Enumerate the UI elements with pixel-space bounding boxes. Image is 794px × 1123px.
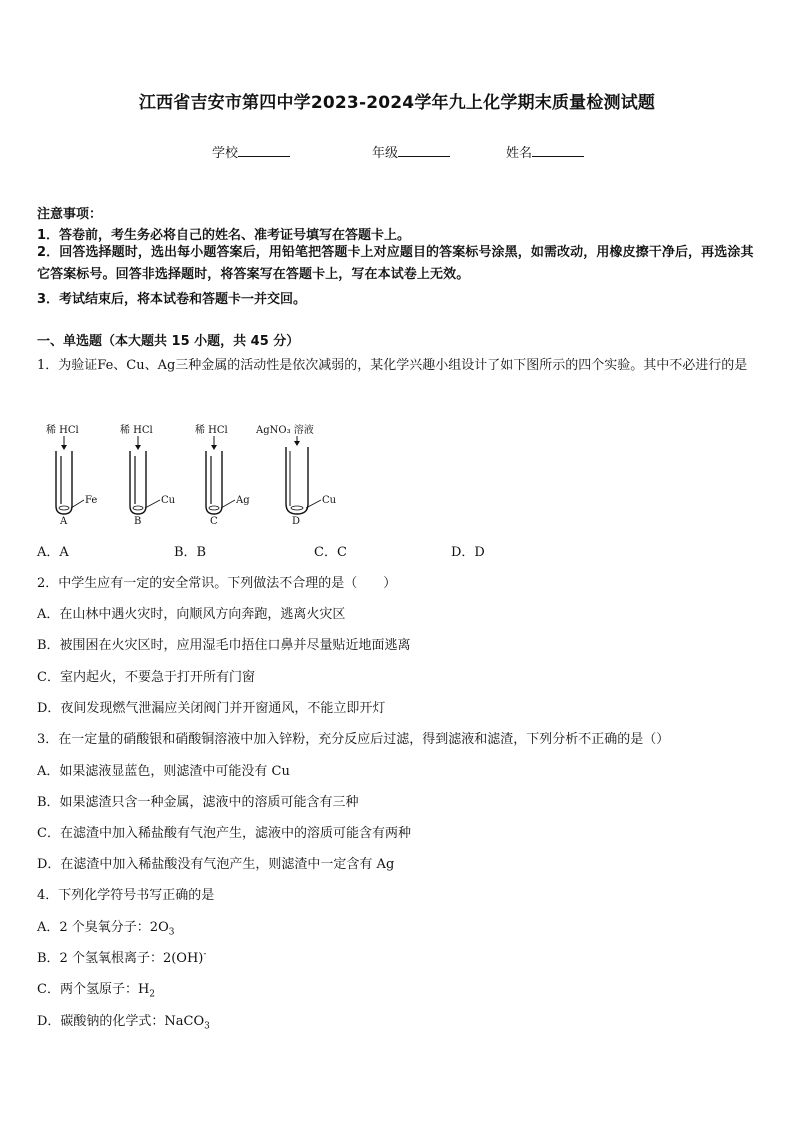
- section-title: 一、单选题（本大题共 15 小题，共 45 分）: [37, 334, 300, 349]
- q4-option-b-text: B．2 个氢氧根离子：2(OH): [37, 951, 204, 966]
- grade-blank[interactable]: [398, 144, 450, 157]
- q4-option-b[interactable]: [37, 947, 206, 966]
- q2-option-b[interactable]: B．被围困在火灾区时，应用湿毛巾捂住口鼻并尽量贴近地面逃离: [37, 638, 411, 653]
- school-label: 学校: [212, 146, 239, 161]
- section-heading: [37, 330, 299, 349]
- q4-option-c[interactable]: [37, 978, 155, 1000]
- tube-c: [195, 423, 250, 527]
- tube-a: [46, 423, 97, 527]
- q1-options: [37, 541, 757, 561]
- q4-option-a-sub: 3: [168, 927, 175, 938]
- tube-c-label: C: [210, 516, 218, 527]
- q3-option-b[interactable]: B．如果滤渣只含一种金属，滤液中的溶质可能含有三种: [37, 795, 359, 810]
- test-tube-figure: [38, 420, 338, 530]
- q4-option-d-sub: 3: [204, 1021, 210, 1032]
- notice-item-3: 3．考试结束后，将本试卷和答题卡一并交回。: [37, 292, 307, 307]
- q2-option-c[interactable]: C．室内起火，不要急于打开所有门窗: [37, 670, 255, 685]
- name-label: 姓名: [506, 146, 533, 161]
- name-blank[interactable]: [532, 144, 584, 157]
- q4-option-c-text: C．两个氢原子：H: [37, 982, 150, 997]
- q1-option-b[interactable]: B．B: [174, 545, 207, 560]
- q4-stem: 4．下列化学符号书写正确的是: [37, 888, 215, 903]
- q4-option-b-sup: -: [203, 949, 207, 960]
- q4-option-a[interactable]: [37, 916, 174, 938]
- q2-stem: 2．中学生应有一定的安全常识。下列做法不合理的是（ ）: [37, 576, 397, 591]
- grade-label: 年级: [372, 146, 399, 161]
- tube-c-metal: Ag: [236, 495, 250, 506]
- tube-b-metal: Cu: [161, 495, 176, 506]
- tube-d-reagent: AgNO₃ 溶液: [256, 425, 314, 436]
- q3-stem: 3．在一定量的硝酸银和硝酸铜溶液中加入锌粉，充分反应后过滤，得到滤液和滤渣，下列分析不正确的是（）: [37, 732, 670, 747]
- tube-b-label: B: [134, 516, 142, 527]
- q2-option-d[interactable]: D．夜间发现燃气泄漏应关闭阀门并开窗通风，不能立即开灯: [37, 701, 386, 716]
- tube-c-reagent: 稀 HCl: [195, 425, 228, 436]
- tube-a-metal: Fe: [85, 495, 98, 506]
- notice-item-1: 1．答卷前，考生务必将自己的姓名、准考证号填写在答题卡上。: [37, 228, 411, 243]
- q4-option-c-sub: 2: [149, 989, 156, 1000]
- q1-option-a[interactable]: A．A: [37, 545, 69, 560]
- q4-option-a-text: A．2 个臭氧分子：2O: [37, 920, 169, 935]
- q4-option-d[interactable]: [37, 1010, 210, 1032]
- school-field[interactable]: [212, 142, 290, 161]
- tube-d: [255, 423, 337, 527]
- school-blank[interactable]: [238, 144, 290, 157]
- q3-option-a[interactable]: A．如果滤液显蓝色，则滤渣中可能没有 Cu: [37, 764, 290, 779]
- q1-option-d[interactable]: D．D: [451, 545, 485, 560]
- page-title: 江西省吉安市第四中学2023-2024学年九上化学期末质量检测试题: [138, 93, 656, 113]
- tube-b-reagent: 稀 HCl: [120, 425, 153, 436]
- notice-heading: 注意事项：: [37, 207, 103, 222]
- q4-option-d-text: D．碳酸钠的化学式：NaCO: [37, 1014, 205, 1029]
- tube-d-label: D: [292, 516, 301, 527]
- tube-a-label: A: [60, 516, 68, 527]
- tube-b: [120, 423, 176, 527]
- name-field[interactable]: [506, 142, 584, 161]
- q1-option-c[interactable]: C．C: [314, 545, 347, 560]
- q1-stem: 1．为验证Fe、Cu、Ag三种金属的活动性是依次减弱的，某化学兴趣小组设计了如下图所示的四个实验。其中不必进行的是: [37, 358, 748, 373]
- tube-d-metal: Cu: [322, 495, 337, 506]
- q2-option-a[interactable]: A．在山林中遇火灾时，向顺风方向奔跑，逃离火灾区: [37, 607, 346, 622]
- grade-field[interactable]: [372, 142, 450, 161]
- notice-item-2: 2．回答选择题时，选出每小题答案后，用铅笔把答题卡上对应题目的答案标号涂黑，如需改动，用橡皮擦干净后，再选涂其它答案标号。回答非选择题时，将答案写在答题卡上，写在本试卷上无效。: [37, 245, 754, 282]
- q3-option-c[interactable]: C．在滤渣中加入稀盐酸有气泡产生，滤液中的溶质可能含有两种: [37, 826, 411, 841]
- q3-option-d[interactable]: D．在滤渣中加入稀盐酸没有气泡产生，则滤渣中一定含有 Ag: [37, 857, 395, 872]
- tube-a-reagent: 稀 HCl: [46, 425, 79, 436]
